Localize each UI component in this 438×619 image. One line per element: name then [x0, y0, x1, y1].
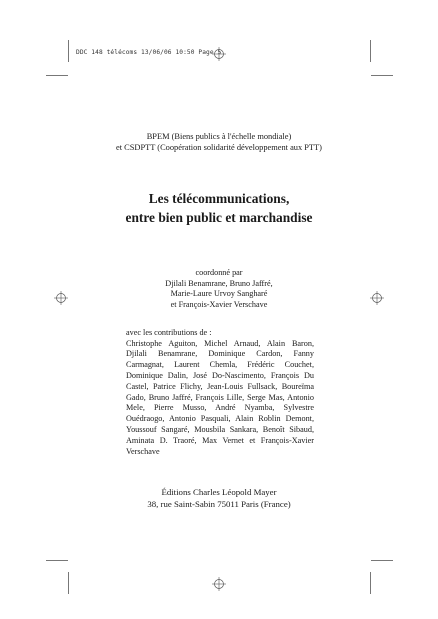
publisher-name: Éditions Charles Léopold Mayer	[161, 487, 277, 497]
registration-mark-top-icon	[212, 47, 226, 61]
book-title	[0, 189, 438, 227]
contributors-line: Youssouf Sangaré, Mousbila Sankara, Benoît Sibaud,	[126, 424, 314, 434]
contributors-line: Gado, Bruno Jaffré, François Lille, Serge Mas, Antonio	[126, 392, 314, 402]
print-slug: DDC 148 télécoms 13/06/06 10:50 Page 5	[76, 49, 222, 56]
publisher-block	[0, 487, 438, 510]
organizations-line-1: BPEM (Biens publics à l'échelle mondiale)	[146, 132, 292, 141]
contributors-line: Christophe Aguiton, Michel Arnaud, Alain Baron,	[126, 338, 314, 348]
contributors-list	[126, 339, 314, 458]
title-line-1: Les télécommunications,	[148, 191, 290, 206]
contributors-line: Verschave	[126, 446, 160, 456]
coordinators-line-2: Marie-Laure Urvoy Sangharé	[170, 289, 268, 299]
publisher-address: 38, rue Saint-Sabin 75011 Paris (France)	[147, 498, 291, 509]
contributors-line: Dominique Dalin, José Do-Nascimento, François Du	[126, 370, 314, 380]
contributors-line: Castel, Patrice Flichy, Jean-Louis Fullsack, Boureïma	[126, 381, 314, 391]
coordinators-line-1: Djilali Benamrane, Bruno Jaffré,	[165, 278, 273, 288]
contributors-line: Ouédraogo, Antonio Pasquali, Alain Roblin Demont,	[126, 414, 314, 424]
contributors-line: Aminata D. Traoré, Max Vernet et François-Xavier	[126, 435, 314, 445]
contributors-line: Mele, Pierre Musso, André Nyamba, Sylvestre	[126, 403, 314, 413]
coordinators-line-3: et François-Xavier Verschave	[170, 299, 268, 309]
registration-mark-bottom-icon	[212, 577, 226, 591]
contributors-line: Carmagnat, Laurent Chemla, Frédéric Couchet,	[126, 360, 314, 370]
organizations-line-2: et CSDPTT (Coopération solidarité développement aux PTT)	[116, 143, 322, 152]
coordination-block	[0, 268, 438, 310]
organizations-header	[0, 131, 438, 153]
contributors-line: Djilali Benamrane, Dominique Cardon, Fanny	[126, 349, 314, 359]
contributions-heading: avec les contributions de :	[126, 328, 212, 337]
coordination-label: coordonné par	[195, 268, 243, 277]
title-line-2: entre bien public et marchandise	[125, 210, 313, 225]
